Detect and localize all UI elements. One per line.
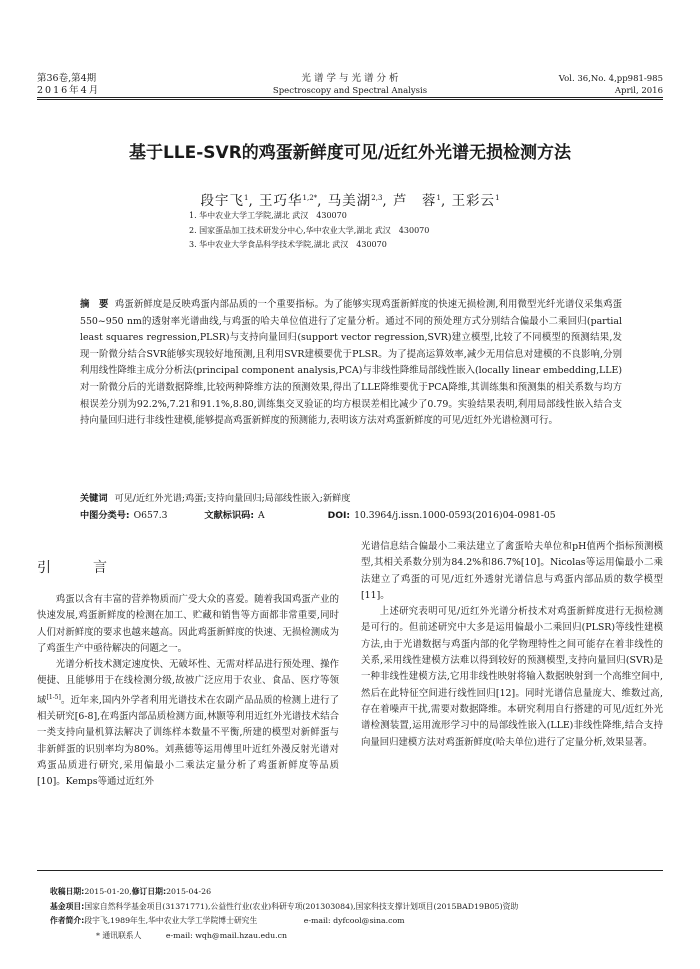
author: 马美湖$^{2,3}$, (327, 193, 388, 209)
article-title: 基于LLE-SVR的鸡蛋新鲜度可见/近红外光谱无损检测方法 (128, 143, 572, 163)
journal-title-cn: 光 谱 学 与 光 谱 分 析 (301, 73, 399, 84)
date-cn: 2016年4月 (37, 85, 101, 96)
header-right (559, 73, 663, 97)
left-column (37, 592, 339, 791)
paragraph: 鸡蛋以含有丰富的营养物质而广受大众的喜爱。随着我国鸡蛋产业的快速发展,鸡蛋新鲜度的检测在加工、贮藏和销售等方面都非常重要,同时人们对新鲜度的要求也越来越高。因此鸡蛋新鲜度的快速、无损检测成为了鸡蛋生产中亟待解决的问题之一。 (37, 594, 339, 654)
funding-text: 国家自然科学基金项目(31371771),公益性行业(农业)科研专项(201303084),国家科技支撑计划项目(2015BAD19B05)资助 (84, 901, 519, 911)
corresp-email: e-mail: wqh@mail.hzau.edu.cn (165, 930, 288, 940)
right-column (361, 539, 663, 751)
volume-cn: 第36卷,第4期 (37, 73, 97, 84)
affiliations (189, 209, 429, 253)
author: 段宇飞$^1$, (200, 193, 254, 209)
section-heading: 引 言 (37, 560, 121, 576)
affiliation: 3. 华中农业大学食品科学技术学院,湖北 武汉 430070 (189, 240, 387, 249)
paragraph: 光谱分析技术测定速度快、无破坏性、无需对样品进行预处理、操作便捷、且能够用于在线检测分级,故被广泛应用于农业、食品、医疗等领域[1-5]。近年来,国内外学者利用光谱技术在农副产品品质的检测上进行了相关研究[6-8],在鸡蛋内部品质检测方面,林颢等利用近红外光谱技术结合一类支持向量机算法解决了训练样本数量不平衡,所建的模型对新鲜蛋与非新鲜蛋的识别率均为80%。刘燕德等运用傅里叶近红外漫反射光谱对鸡蛋品质进行研究,采用偏最小二乘法定量分析了鸡蛋新鲜度等品质[10]。Kemps等通过近红外 (37, 659, 339, 788)
doc-code-value: A (258, 510, 265, 521)
keywords-label: 关键词 (80, 493, 108, 504)
author: 芦 蓉$^1$, (393, 193, 447, 209)
keywords-block (80, 490, 622, 524)
correspondence-line (50, 929, 670, 944)
doi-label: DOI: (327, 510, 351, 521)
author-bio: 段宇飞,1989年生,华中农业大学工学院博士研究生 (84, 916, 258, 925)
header-rule-2 (37, 99, 663, 100)
author: 王彩云$^1$ (451, 193, 500, 209)
header-rule (37, 97, 663, 98)
author-list (0, 189, 700, 210)
clc-value: O657.3 (133, 510, 168, 521)
abstract-text: 鸡蛋新鲜度是反映鸡蛋内部品质的一个重要指标。为了能够实现鸡蛋新鲜度的快速无损检测,利用微型光纤光谱仪采集鸡蛋550~950 nm的透射率光谱曲线,与鸡蛋的哈夫单位值进行了定量分析。通过不同的预处理方式分别结合偏最小二乘回归(partial least squares regression,PLSR)与支持向量回归(support vector regression,SVR)建立模型,比较了不同模型的预测结果,发现一阶微分结合SVR能够实现较好地预测,且利用SVR建模要优于PLSR。为了提高运算效率,减少无用信息对建模的不良影响,分别利用线性降维主成分分析法(principal component analysis,PCA)与非线性降维局部线性嵌入(locally linear embedding,LLE)对一阶微分后的光谱数据降维,比较两种降维方法的预测效果,得出了LLE降维要优于PCA降维,其训练集和预测集的相关系数与均方根误差分别为92.2%,7.21和91.1%,8.80,训练集交叉验证的均方根误差相比减少了0.79。实验结果表明,利用局部线性嵌入结合支持向量回归进行非线性建模,能够提高鸡蛋新鲜度的预测能力,表明该方法对鸡蛋新鲜度的可见/近红外光谱检测可行。 (80, 299, 622, 427)
revised-date: 2015-04-26 (166, 887, 212, 896)
author-bio-line: 作者简介:段宇飞,1989年生,华中农业大学工学院博士研究生 e-mail: dyfcool@sina.com (50, 916, 405, 925)
received-date: 2015-01-20 (84, 887, 130, 896)
journal-title-en: Spectroscopy and Spectral Analysis (272, 86, 428, 96)
classification (80, 507, 622, 524)
abstract (80, 297, 622, 430)
footnote-rule (37, 870, 663, 871)
keywords (80, 490, 622, 507)
date-en: April, 2016 (614, 86, 663, 96)
author-email: e-mail: dyfcool@sina.com (303, 916, 405, 925)
corresp-label: * 通讯联系人 (96, 930, 142, 940)
paragraph: 光谱信息结合偏最小二乘法建立了禽蛋哈夫单位和pH值两个指标预测模型,其相关系数分别为84.2%和86.7%[10]。Nicolas等运用偏最小二乘法建立了鸡蛋的可见/近红外透射光谱信息与鸡蛋内部品质的数学模型[11]。 (361, 541, 663, 601)
author: 王巧华$^{1,2*}$, (259, 193, 323, 209)
affiliation: 1. 华中农业大学工学院,湖北 武汉 430070 (189, 211, 347, 220)
footnotes (50, 885, 670, 943)
paragraph: 上述研究表明可见/近红外光谱分析技术对鸡蛋新鲜度进行无损检测是可行的。但前述研究中大多是运用偏最小二乘回归(PLSR)等线性建模方法,由于光谱数据与鸡蛋内部的化学物理特性之间可能存在着非线性的关系,采用线性建模方法难以得到较好的预测模型,支持向量回归(SVR)是一种非线性建模方法,它用非线性映射将输入数据映射到一个高维空间中,然后在此特征空间进行线性回归[12]。同时光谱信息量庞大、维数过高,存在着噪声干扰,需要对数据降维。本研究利用自行搭建的可见/近红外光谱检测装置,运用流形学习中的局部线性嵌入(LLE)非线性降维,结合支持向量回归建模方法对鸡蛋新鲜度(哈夫单位)进行了定量分析,效果显著。 (361, 606, 663, 748)
keywords-text: 可见/近红外光谱;鸡蛋;支持向量回归;局部线性嵌入;新鲜度 (114, 493, 351, 504)
affiliation: 2. 国家蛋品加工技术研发分中心,华中农业大学,湖北 武汉 430070 (189, 225, 430, 235)
doi-value: 10.3964/j.issn.1000-0593(2016)04-0981-05 (354, 510, 556, 521)
clc-label: 中图分类号: (80, 510, 130, 521)
volume-en: Vol. 36,No. 4,pp981-985 (558, 74, 663, 84)
funding-line: 基金项目:国家自然科学基金项目(31371771),公益性行业(农业)科研专项(201303084),国家科技支撑计划项目(2015BAD19B05)资助 (50, 901, 519, 911)
dates-line: 收稿日期:2015-01-20,修订日期:2015-04-26 (50, 887, 212, 896)
abstract-label: 摘 要 (80, 299, 109, 310)
doc-code-label: 文献标识码: (204, 510, 255, 521)
